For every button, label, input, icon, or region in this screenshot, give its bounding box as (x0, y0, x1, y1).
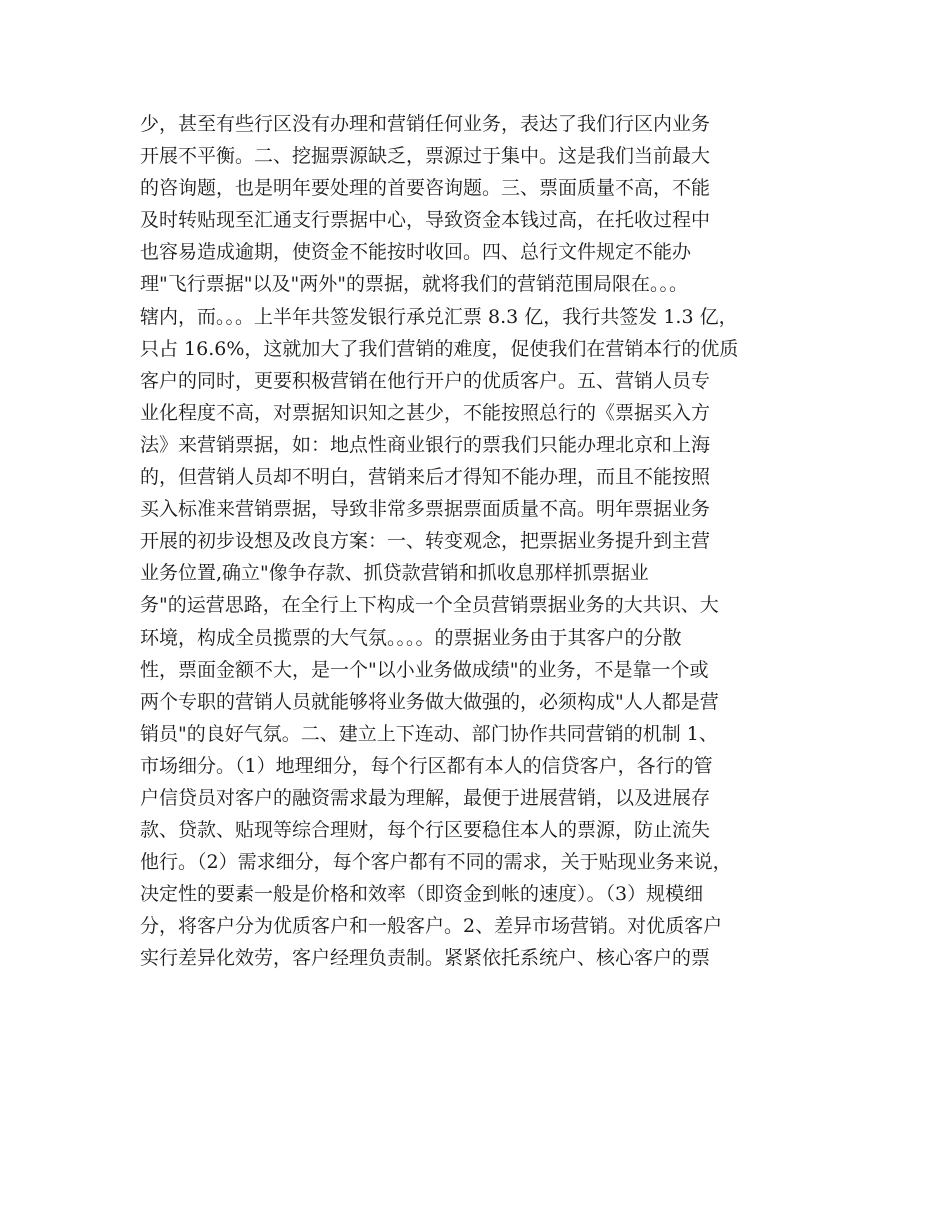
text-line: 销员"的良好气氛。二、建立上下连动、部门协作共同营销的机制 1、 (140, 722, 718, 745)
body-text (140, 108, 830, 975)
text-line: 也容易造成逾期，使资金不能按时收回。四、总行文件规定不能办 (140, 241, 692, 264)
text-line: 开展不平衡。二、挖掘票源缺乏，票源过于集中。这是我们当前最大 (140, 145, 711, 168)
text-line: 款、贷款、贴现等综合理财，每个行区要稳住本人的票源，防止流失 (140, 819, 711, 842)
text-line: 实行差异化效劳，客户经理负责制。紧紧依托系统户、核心客户的票 (140, 947, 711, 970)
text-line: 的咨询题，也是明年要处理的首要咨询题。三、票面质量不高，不能 (140, 177, 711, 200)
text-line: 决定性的要素一般是价格和效率（即资金到帐的速度）。（3）规模细 (140, 883, 704, 906)
text-line: 买入标准来营销票据，导致非常多票据票面质量不高。明年票据业务 (140, 498, 711, 521)
text-line: 市场细分。（1）地理细分，每个行区都有本人的信贷客户，各行的管 (140, 754, 713, 777)
text-line: 性，票面金额不大，是一个"以小业务做成绩"的业务，不是靠一个或 (140, 658, 709, 681)
text-line: 他行。（2）需求细分，每个客户都有不同的需求，关于贴现业务来说， (140, 851, 732, 874)
text-line: 分，将客户分为优质客户和一般客户。2、差异市场营销。对优质客户 (140, 915, 723, 938)
text-line: 法》来营销票据，如：地点性商业银行的票我们只能办理北京和上海 (140, 433, 711, 456)
text-line: 开展的初步设想及改良方案：一、转变观念，把票据业务提升到主营 (140, 530, 711, 553)
text-line: 环境，构成全员揽票的大气氛。。。。的票据业务由于其客户的分散 (140, 626, 682, 649)
text-line: 客户的同时，更要积极营销在他行开户的优质客户。五、营销人员专 (140, 369, 711, 392)
text-line: 户信贷员对客户的融资需求最为理解，最便于进展营销，以及进展存 (140, 786, 711, 809)
text-line: 业务位置,确立"像争存款、抓贷款营销和抓收息那样抓票据业 (140, 562, 649, 585)
text-line: 辖内，而。。。上半年共签发银行承兑汇票 8.3 亿，我行共签发 1.3 亿， (140, 305, 738, 328)
text-line: 及时转贴现至汇通支行票据中心，导致资金本钱过高，在托收过程中 (140, 209, 711, 232)
text-line: 少，甚至有些行区没有办理和营销任何业务，表达了我们行区内业务 (140, 113, 711, 135)
text-line: 理"飞行票据"以及"两外"的票据，就将我们的营销范围局限在。。。 (140, 273, 688, 296)
text-line: 的，但营销人员却不明白，营销来后才得知不能办理，而且不能按照 (140, 466, 711, 489)
text-line: 业化程度不高，对票据知识知之甚少，不能按照总行的《票据买入方 (140, 401, 711, 424)
text-line: 务"的运营思路，在全行上下构成一个全员营销票据业务的大共识、大 (140, 594, 719, 617)
text-line: 只占 16.6%，这就加大了我们营销的难度，促使我们在营销本行的优质 (140, 337, 739, 360)
text-line: 两个专职的营销人员就能够将业务做大做强的，必须构成"人人都是营 (140, 690, 719, 713)
